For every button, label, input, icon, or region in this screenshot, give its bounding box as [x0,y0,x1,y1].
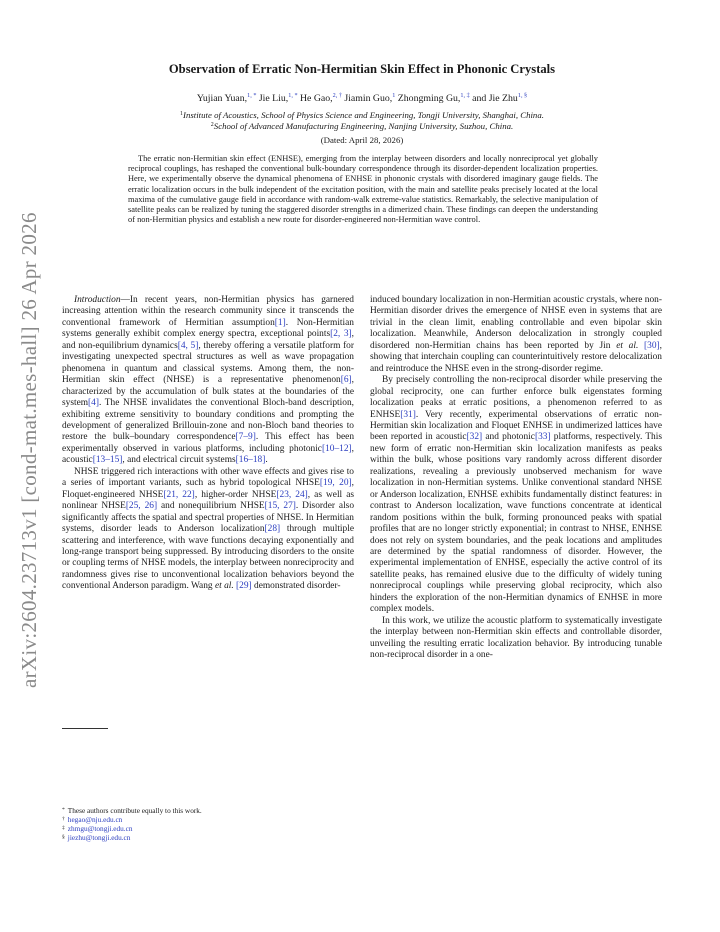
author-marker[interactable]: 1, * [247,92,257,99]
footnote-marker: † [62,816,65,822]
footnote-marker: ‡ [62,825,65,831]
citation-link[interactable]: [31] [400,409,416,420]
body-text: induced boundary localization in non-Hermitian acoustic crystals, where non-Hermitian disorder drives the emergence of NHSE even in systems that are trivial in the clean limit, enabling controllable and even bipolar skin localization. Meanwhile, Anderson delocalization in strongly coupled disordered non-Hermitian chains has been reported by Jin [370,295,662,351]
body-text: . [265,455,268,466]
body-text: demonstrated disorder- [251,581,341,592]
footnote [62,806,354,815]
body-text: , showing that interchain coupling can counterintuitively restore delocalization and reintroduce the NHSE even in the strong-disorder regime. [370,340,662,374]
email-link[interactable]: jiezhu@tongji.edu.cn [67,833,131,842]
author-name: Zhongming Gu, [395,93,461,104]
author-name: He Gao, [297,93,333,104]
citation-link[interactable]: [28] [264,524,281,535]
abstract: The erratic non-Hermitian skin effect (ENHSE), emerging from the interplay between disorders and locally nonreciprocal yet globally reciprocal couplings, has reshaped the conventional bulk-boundary correspondence through its disorder-dependent localization properties. Here, we experimentally observe the dynamical phenomena of ENHSE in phononic crystals with disordered imaginary gauge fields. The erratic localization occurs in the bulk independent of the excitation position, with the main and satellite peaks precisely located at the local maxima of the cumulative gauge field in accordance with random-walk extreme-value statistics. Remarkably, the selective manipulation of satellite peaks can be realized by tuning the staggered disorder strengths in a dimerized chain. These findings can deepen the understanding of non-Hermitian physics and establish a new route for disorder-engineered non-Hermitian wave control. [128,154,598,225]
et-al: et al. [214,581,234,592]
citation-link[interactable]: [29] [236,581,252,592]
section-label: Introduction [74,295,121,305]
affiliation-text: Institute of Acoustics, School of Physics Science and Engineering, Tongji University, Shanghai, China. [183,110,544,120]
body-text: , and non-equilibrium dynamics [62,329,354,351]
affiliation-text: School of Advanced Manufacturing Engineering, Nanjing University, Suzhou, China. [213,121,514,131]
footnote-divider [62,728,108,729]
body-text: . Disorder also significantly affects the spatial and spectral properties of NHSE. In Hermitian systems, disorder leads to Anderson localization [62,501,355,535]
intro-paragraph [62,295,354,467]
author-name: and Jie Zhu [469,93,518,104]
author-list [70,92,654,104]
body-paragraph [370,295,662,375]
author-marker[interactable]: 1, * [288,92,298,99]
citation-link[interactable]: [10–12] [321,443,352,454]
author-marker[interactable]: 1, § [517,92,528,99]
footnote-text: These authors contribute equally to this work. [67,806,202,815]
citation-link[interactable]: [33] [534,432,551,443]
body-text: through multiple scattering and interference, with wave functions decaying exponentially and long-range transport being suppressed. By introducing disorders to the onsite or coupling terms of NHSE models, the interplay between nonreciprocity and randomness gives rise to unconventional localization behaviors beyond the conventional Anderson paradigm. Wang [62,524,354,592]
footnotes [62,806,354,842]
body-text: , higher-order NHSE [194,489,277,500]
left-column [62,295,354,593]
paper-title: Observation of Erratic Non-Hermitian Skin Effect in Phononic Crystals [168,62,556,76]
footnote [62,833,354,842]
body-text: . Very recently, experimental observations of erratic non-Hermitian skin localization and Floquet ENHSE in undimerized lattices have been reported in acoustic [370,409,662,443]
body-paragraph [370,616,662,662]
affiliation-1 [70,110,654,120]
body-text: , thereby offering a versatile platform for investigating unexpected spectral structures as well as wave propagation phenomena in quantum and classical systems. Among them, the non-Hermitian skin effect (NHSE) is a representative phenomenon [62,340,354,386]
email-link[interactable]: zhmgu@tongji.edu.cn [67,824,133,833]
affiliation-number: 1 [180,111,184,117]
body-paragraph [62,467,354,593]
body-text: , characterized by the accumulation of bulk states at the boundaries of the system [62,375,354,409]
author-marker[interactable]: 2, † [332,92,342,99]
body-text: and photonic [482,432,535,443]
et-al: et al. [616,340,639,351]
citation-link[interactable]: [4] [88,398,99,409]
body-text: , as well as nonlinear NHSE [62,489,355,512]
citation-link[interactable]: [15, 27] [264,501,296,512]
citation-link[interactable]: [16–18] [235,455,266,466]
body-text: platforms, respectively. This new form of erratic non-Hermitian skin localization manifests as peaks within the bulk, whose positions vary randomly across different disorder realizations, revealing a previously unobserved mechanism for wave localization in non-Hermitian systems. Unlike conventional standard NHSE or Anderson localization, ENHSE exhibits fundamentally distinct features: in contrast to Anderson localization, wave functions concentrate at identical random positions within the bulk, forming pronounced peaks with spatial profiles that are no longer strictly exponential; in contrast to NHSE, ENHSE does not rely on system boundaries, and the peak locations and amplitudes are determined by the spatial randomness of disorder. However, the experimental implementation of ENHSE, especially the active control of its satellite peaks, has remained elusive due to the difficulty of widely tuning nonreciprocal couplings while preserving global reciprocity, which also hinders the exploration of the non-Hermitian dynamics of ENHSE in more complex models. [370,432,662,615]
affiliation-number: 2 [210,122,214,128]
author-name: Jie Liu, [256,93,289,104]
citation-link[interactable]: [25, 26] [125,501,158,512]
body-text: , and electrical circuit systems [122,455,236,466]
body-text: . Non-Hermitian systems generally exhibit complex energy spectra, exceptional points [62,317,354,340]
arxiv-identifier[interactable]: arXiv:2604.23713v1 [cond-mat.mes-hall] 26 Apr 2026 [17,212,41,688]
citation-link[interactable]: [1] [274,317,286,328]
body-text: . The NHSE invalidates the conventional Bloch-band description, exhibiting extreme sensitivity to boundary conditions and prompting the development of generalized Brillouin-zone and non-Bloch band theories to restore the bulk–boundary correspondence [62,398,354,443]
citation-link[interactable]: [4, 5] [177,340,199,351]
citation-link[interactable]: [32] [466,432,483,443]
body-text: —In recent years, non-Hermitian physics has garnered increasing attention within the research community since it transcends the conventional framework of Hermitian assumption [62,295,354,328]
body-text: By precisely controlling the non-reciprocal disorder while preserving the global reciprocity, one can further enforce bulk eigenstates forming localization peaks at erratic positions, a phenomenon referred to as ENHSE [370,375,662,420]
author-name: Yujian Yuan, [196,93,248,104]
author-marker: 1 [392,92,396,99]
citation-link[interactable]: [19, 20] [319,478,352,489]
citation-link[interactable]: [6] [340,375,352,386]
citation-link[interactable]: [13–15] [92,455,123,466]
body-text: and nonequilibrium NHSE [157,501,265,512]
email-link[interactable]: hegao@nju.edu.cn [67,815,123,824]
footnote-marker: * [62,807,65,813]
citation-link[interactable]: [21, 22] [163,489,195,500]
footnote-marker: § [62,834,65,840]
citation-link[interactable]: [30] [644,340,660,351]
affiliation-2 [70,121,654,131]
author-name: Jiamin Guo, [341,93,393,104]
footnote [62,824,354,833]
body-text: NHSE triggered rich interactions with other wave effects and gives rise to a series of important variants, such as hybrid topological NHSE [62,466,354,489]
body-text: . This effect has been experimentally observed in various platforms, including photonic [62,432,355,454]
author-marker[interactable]: 1, ‡ [460,92,470,99]
citation-link[interactable]: [7–9] [235,432,256,443]
body-text: , Floquet-engineered NHSE [62,478,354,500]
body-text: In this work, we utilize the acoustic platform to systematically investigate the interplay between non-Hermitian skin effects and controllable disorder, unveiling the resulting erratic localization behavior. By introducing tunable non-reciprocal disorder in a one- [370,615,662,661]
body-text: , acoustic [62,443,354,466]
footnote [62,815,354,824]
citation-link[interactable]: [23, 24] [276,489,308,500]
citation-link[interactable]: [2, 3] [330,329,352,340]
date-line: (Dated: April 28, 2026) [320,135,404,145]
right-column [370,295,662,662]
body-paragraph [370,375,662,616]
